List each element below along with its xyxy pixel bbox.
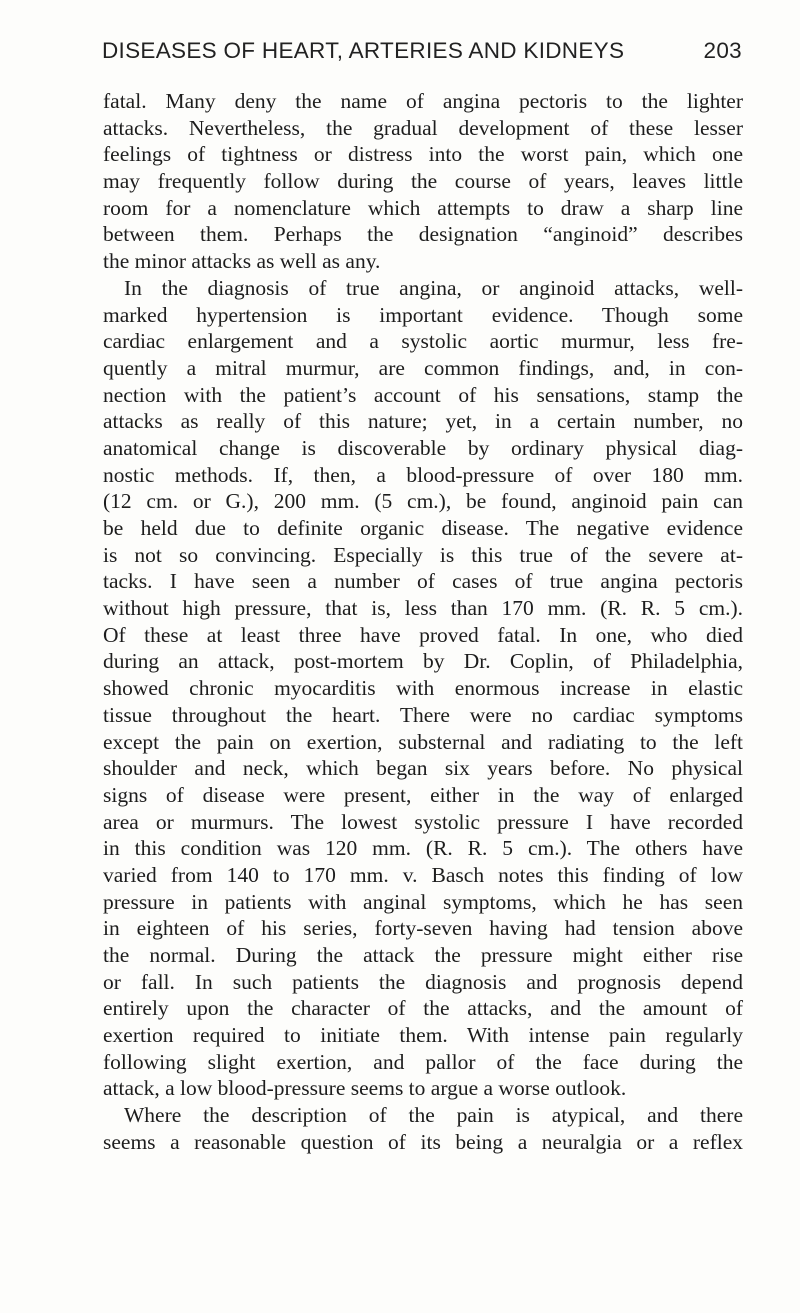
text-line: quently a mitral murmur, are common findings, and, in con- bbox=[103, 355, 743, 380]
text-line: shoulder and neck, which began six years before. No physical bbox=[103, 756, 743, 781]
text-line: tacks. I have seen a number of cases of true angina pectoris bbox=[103, 569, 743, 594]
text-line: following slight exertion, and pallor of the face during the bbox=[103, 1049, 743, 1074]
text-line: nostic methods. If, then, a blood-pressure of over 180 mm. bbox=[103, 462, 743, 487]
text-line: be held due to definite organic disease. The negative evidence bbox=[103, 516, 743, 540]
text-line: In the diagnosis of true angina, or anginoid attacks, well- bbox=[124, 275, 743, 300]
text-line: marked hypertension is important evidence. Though some bbox=[103, 302, 743, 327]
text-line: without high pressure, that is, less than 170 mm. (R. R. 5 cm.). bbox=[103, 596, 743, 621]
running-head-title: DISEASES OF HEART, ARTERIES AND KIDNEYS bbox=[102, 38, 625, 63]
running-head bbox=[102, 38, 742, 64]
text-line: between them. Perhaps the designation “anginoid” describes bbox=[103, 222, 743, 247]
text-line: fatal. Many deny the name of angina pectoris to the lighter bbox=[103, 89, 743, 113]
text-line: in this condition was 120 mm. (R. R. 5 cm.). The others have bbox=[103, 836, 743, 861]
text-line: attacks as really of this nature; yet, in a certain number, no bbox=[103, 409, 743, 434]
body-text bbox=[103, 88, 743, 1156]
text-line: or fall. In such patients the diagnosis and prognosis depend bbox=[103, 969, 743, 994]
text-line: the normal. During the attack the pressure might either rise bbox=[103, 943, 743, 967]
text-line: exertion required to initiate them. With intense pain regularly bbox=[103, 1023, 743, 1048]
text-line: anatomical change is discoverable by ordinary physical diag- bbox=[103, 435, 743, 460]
text-line: (12 cm. or G.), 200 mm. (5 cm.), be found, anginoid pain can bbox=[103, 489, 743, 514]
text-line: tissue throughout the heart. There were no cardiac symptoms bbox=[103, 702, 743, 727]
text-line: Of these at least three have proved fatal. In one, who died bbox=[103, 622, 743, 647]
text-line: cardiac enlargement and a systolic aortic murmur, less fre- bbox=[103, 329, 743, 354]
text-line: the minor attacks as well as any. bbox=[103, 249, 381, 274]
text-line: pressure in patients with anginal symptoms, which he has seen bbox=[103, 889, 743, 914]
text-line: varied from 140 to 170 mm. v. Basch notes this finding of low bbox=[103, 862, 743, 887]
text-line: is not so convincing. Especially is this true of the severe at- bbox=[103, 542, 743, 567]
text-line: Where the description of the pain is atypical, and there bbox=[124, 1103, 743, 1128]
text-line: attacks. Nevertheless, the gradual development of these lesser bbox=[103, 115, 743, 140]
text-line: attack, a low blood-pressure seems to argue a worse outlook. bbox=[103, 1076, 627, 1101]
page-number: 203 bbox=[703, 38, 742, 63]
text-line: during an attack, post-mortem by Dr. Coplin, of Philadelphia, bbox=[103, 649, 743, 674]
text-line: entirely upon the character of the attacks, and the amount of bbox=[103, 996, 743, 1021]
text-line: signs of disease were present, either in the way of enlarged bbox=[103, 782, 743, 807]
text-line: seems a reasonable question of its being a neuralgia or a reflex bbox=[103, 1129, 743, 1154]
text-line: showed chronic myocarditis with enormous increase in elastic bbox=[103, 676, 743, 701]
text-line: room for a nomenclature which attempts to draw a sharp line bbox=[103, 195, 743, 220]
text-line: except the pain on exertion, substernal and radiating to the left bbox=[103, 729, 743, 754]
text-line: feelings of tightness or distress into the worst pain, which one bbox=[103, 142, 743, 167]
text-line: nection with the patient’s account of his sensations, stamp the bbox=[103, 382, 743, 407]
text-line: may frequently follow during the course of years, leaves little bbox=[103, 169, 743, 194]
text-line: area or murmurs. The lowest systolic pressure I have recorded bbox=[103, 809, 743, 834]
text-line: in eighteen of his series, forty-seven having had tension above bbox=[103, 916, 743, 941]
